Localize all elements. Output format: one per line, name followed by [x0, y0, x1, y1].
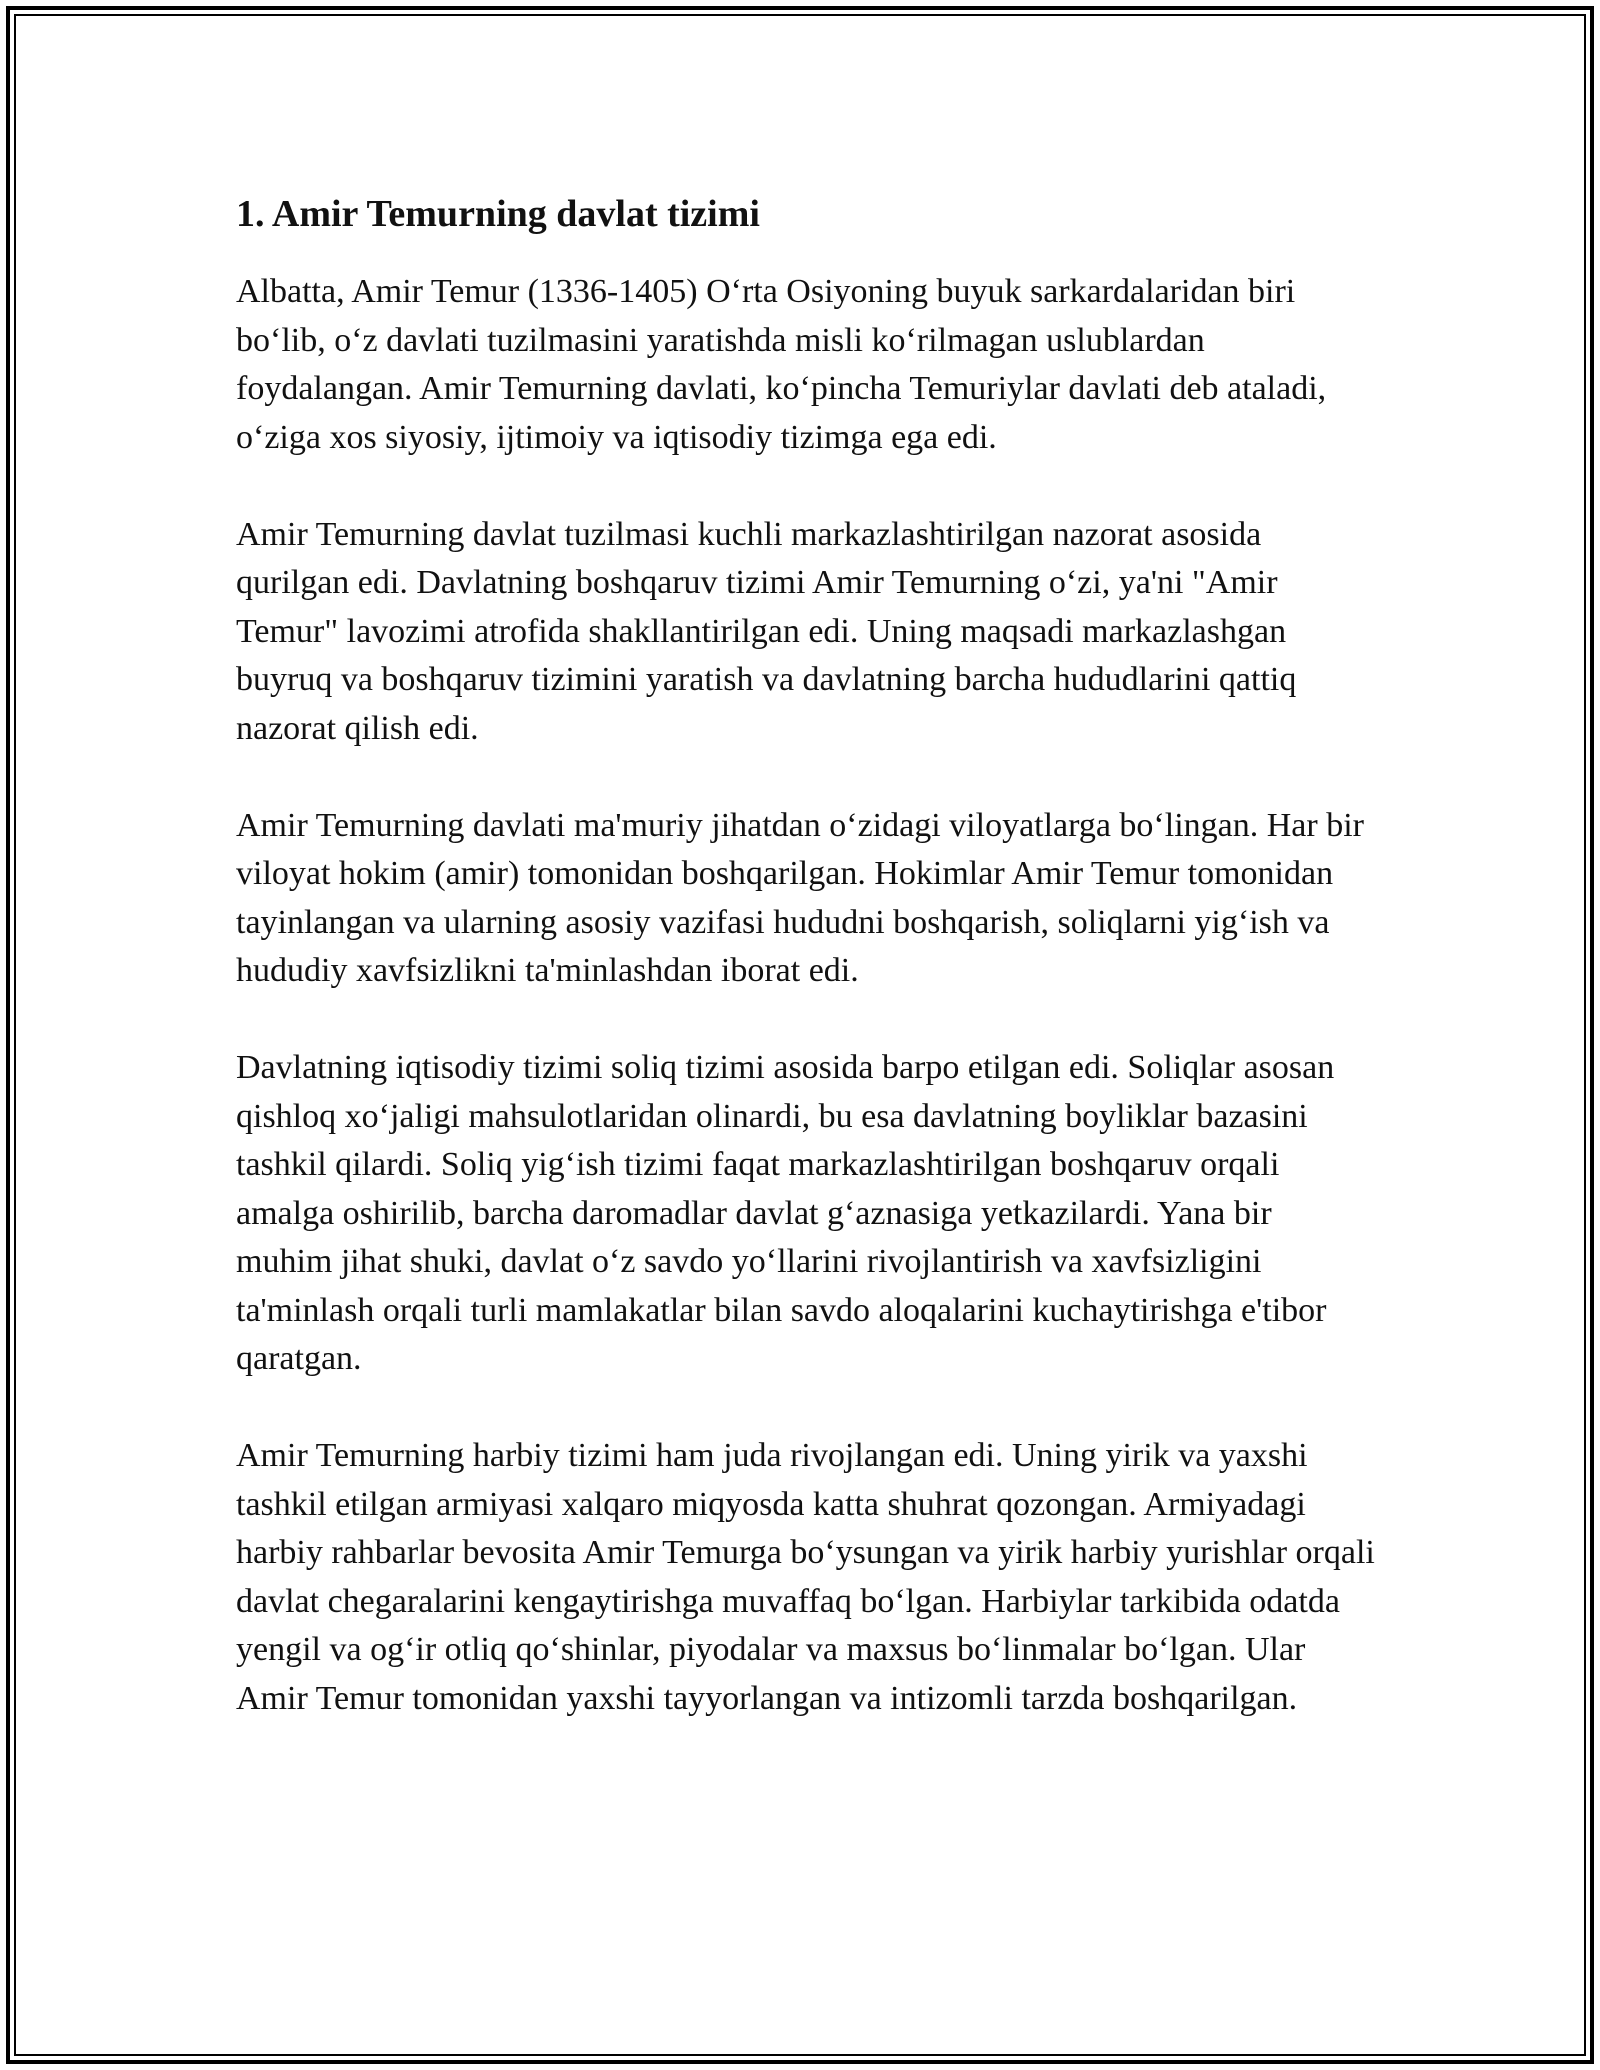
document-body — [236, 186, 1376, 1723]
section-heading: 1. Amir Temurning davlat tizimi — [236, 193, 760, 235]
paragraph-2: Amir Temurning davlat tuzilmasi kuchli markazlashtirilgan nazorat asosida qurilgan edi. Davlatning boshqaruv tizimi Amir Temurning o‘zi, ya'ni "Amir Temur" lavozimi atrofida shakllantirilgan edi. Uning maqsadi markazlashgan buyruq va boshqaruv tizimini yaratish va davlatning barcha hududlarini qattiq nazorat qilish edi. — [236, 515, 1297, 747]
paragraph-3: Amir Temurning davlati ma'muriy jihatdan o‘zidagi viloyatlarga bo‘lingan. Har bir viloyat hokim (amir) tomonidan boshqarilgan. Hokimlar Amir Temur tomonidan tayinlangan va ularning asosiy vazifasi hududni boshqarish, soliqlarni yig‘ish va hududiy xavfsizlikni ta'minlashdan iborat edi. — [236, 806, 1364, 989]
paragraph-5: Amir Temurning harbiy tizimi ham juda rivojlangan edi. Uning yirik va yaxshi tashkil etilgan armiyasi xalqaro miqyosda katta shuhrat qozongan. Armiyadagi harbiy rahbarlar bevosita Amir Temurga bo‘ysungan va yirik harbiy yurishlar orqali davlat chegaralarini kengaytirishga muvaffaq bo‘lgan. Harbiylar tarkibida odatda yengil va og‘ir otliq qo‘shinlar, piyodalar va maxsus bo‘linmalar bo‘lgan. Ular Amir Temur tomonidan yaxshi tayyorlangan va intizomli tarzda boshqarilgan. — [236, 1437, 1375, 1717]
paragraph-1: Albatta, Amir Temur (1336-1405) O‘rta Osiyoning buyuk sarkardalaridan biri bo‘lib, o‘z davlati tuzilmasini yaratishda misli ko‘rilmagan uslublardan foydalangan. Amir Temurning davlati, ko‘pincha Temuriylar davlati deb ataladi, o‘ziga xos siyosiy, ijtimoiy va iqtisodiy tizimga ega edi. — [236, 273, 1327, 456]
paragraph-4: Davlatning iqtisodiy tizimi soliq tizimi asosida barpo etilgan edi. Soliqlar asosan qishloq xo‘jaligi mahsulotlaridan olinardi, bu esa davlatning boyliklar bazasini tashkil qilardi. Soliq yig‘ish tizimi faqat markazlashtirilgan boshqaruv orqali amalga oshirilib, barcha daromadlar davlat g‘aznasiga yetkazilardi. Yana bir muhim jihat shuki, davlat o‘z savdo yo‘llarini rivojlantirish va xavfsizligini ta'minlash orqali turli mamlakatlar bilan savdo aloqalarini kuchaytirishga e'tibor qaratgan. — [236, 1049, 1335, 1377]
